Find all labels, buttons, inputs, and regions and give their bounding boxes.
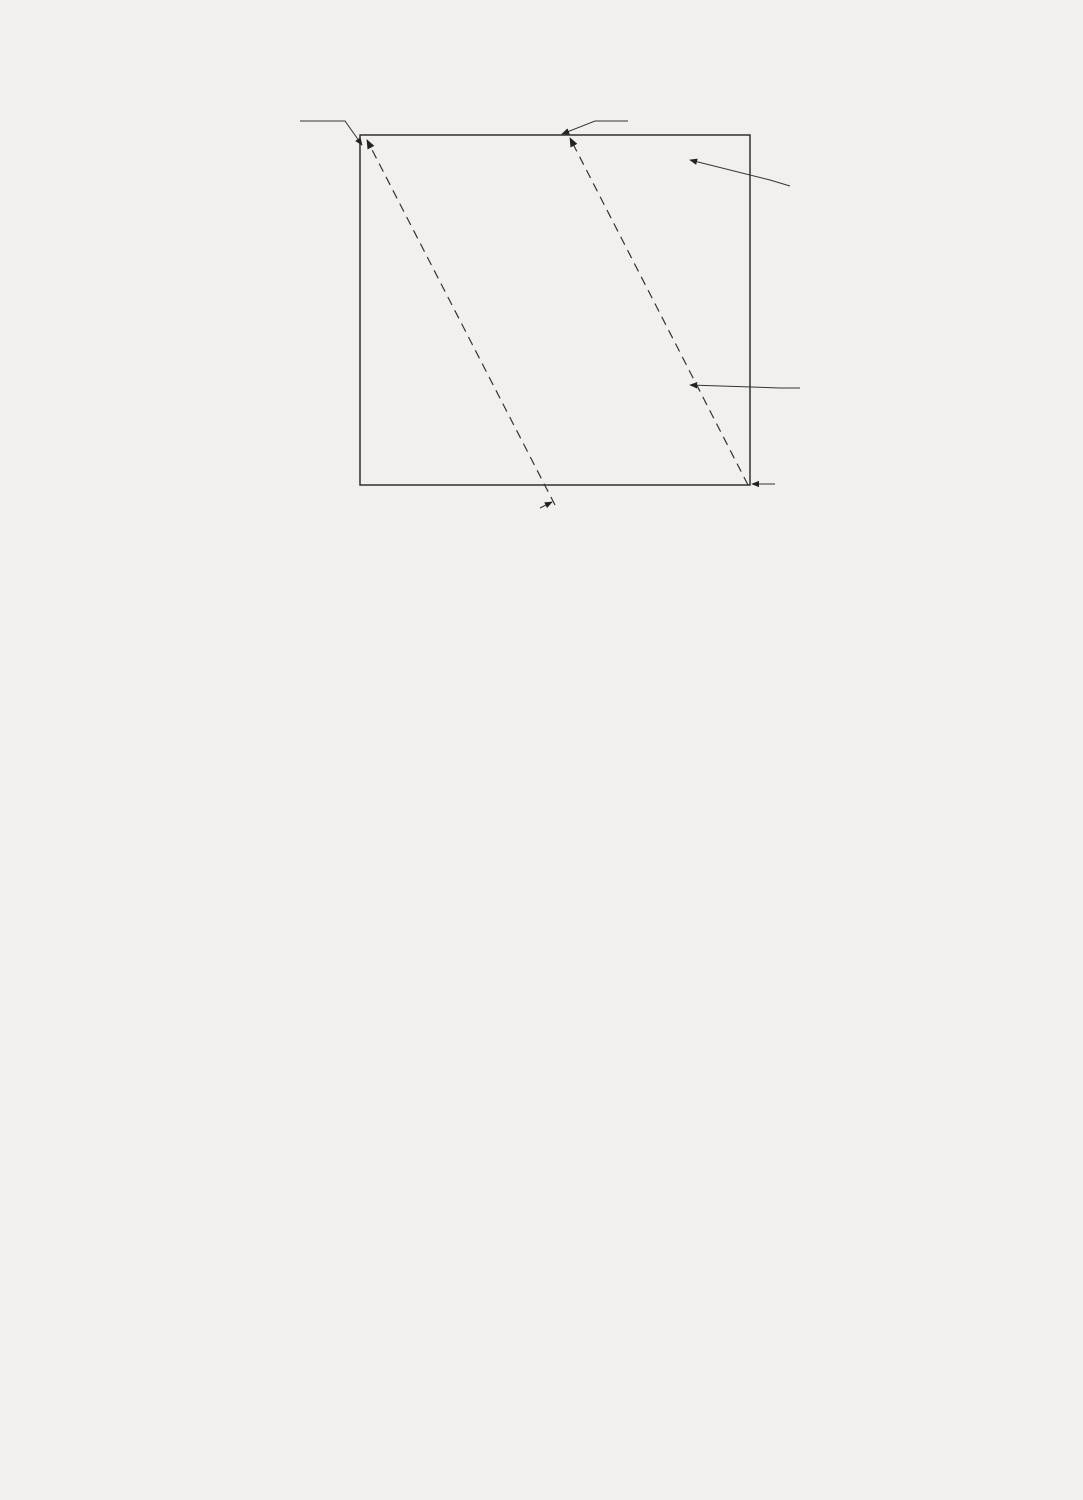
leader-start-field-1 — [300, 121, 362, 145]
leader-vertical-retrace — [690, 385, 800, 388]
leader-end-field-2 — [540, 502, 552, 508]
interlaced-scan-diagram — [0, 0, 1083, 540]
leader-horizontal-retrace — [690, 160, 790, 186]
raster-frame — [360, 135, 750, 485]
vertical-retrace-field-2 — [367, 140, 555, 505]
vertical-retrace-field-1 — [570, 138, 748, 485]
figure-caption — [290, 548, 302, 568]
leader-start-field-2 — [562, 121, 628, 134]
